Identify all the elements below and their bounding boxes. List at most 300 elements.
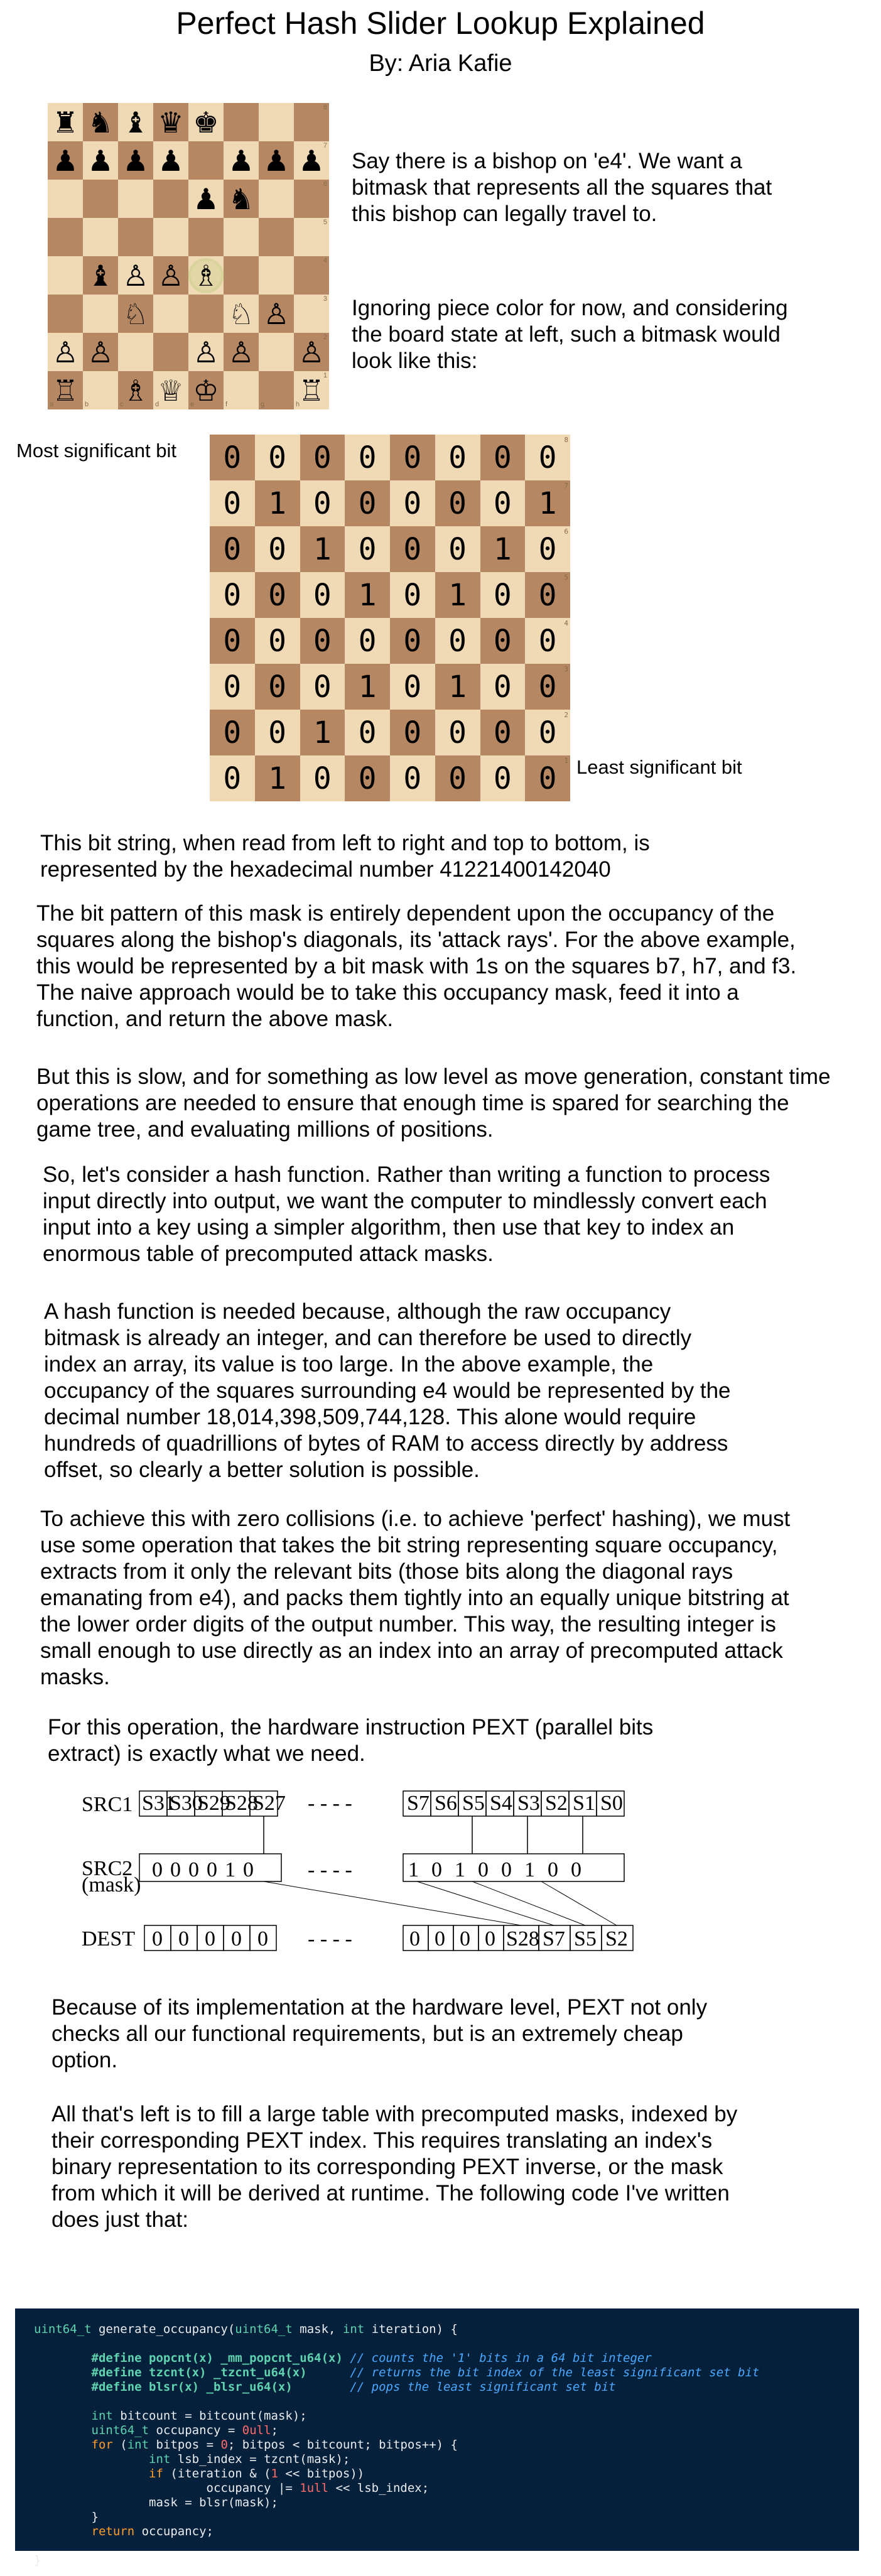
board-square bbox=[294, 256, 329, 295]
bit-value: 0 bbox=[223, 760, 242, 796]
bit-value: 0 bbox=[448, 715, 467, 750]
bit-cell bbox=[480, 710, 526, 755]
board-square bbox=[259, 333, 294, 371]
chess-piece: ♕ bbox=[158, 373, 184, 408]
bit-value: 1 bbox=[268, 760, 287, 796]
pext-dest-bit: 0 bbox=[178, 1927, 189, 1951]
bit-value: 0 bbox=[538, 623, 557, 659]
bit-value: 0 bbox=[268, 715, 287, 750]
code-block bbox=[15, 2308, 859, 2567]
bit-value: 0 bbox=[493, 760, 512, 796]
pext-src-bit: S28 bbox=[225, 1792, 258, 1815]
bit-cell bbox=[300, 572, 345, 618]
bit-cell bbox=[435, 618, 480, 664]
pext-diagram-svg bbox=[82, 1783, 710, 1966]
bit-value: 1 bbox=[538, 485, 557, 521]
bit-cell bbox=[210, 435, 255, 480]
bit-value: 0 bbox=[538, 760, 557, 796]
board-square bbox=[83, 141, 118, 180]
bit-cell bbox=[255, 572, 300, 618]
bit-cell bbox=[255, 526, 300, 572]
pext-src1-label: SRC1 bbox=[82, 1793, 133, 1816]
chess-piece: ♘ bbox=[122, 296, 149, 331]
bit-value: 0 bbox=[448, 485, 467, 521]
board-square bbox=[48, 218, 83, 256]
bit-cell bbox=[300, 480, 345, 526]
chess-piece: ♖ bbox=[298, 373, 325, 408]
pext-src-bit: S2 bbox=[545, 1792, 568, 1815]
pext-src-bit: S7 bbox=[407, 1792, 430, 1815]
bit-value: 0 bbox=[358, 623, 377, 659]
bit-cell bbox=[525, 572, 570, 618]
pext-src-bit: S29 bbox=[197, 1792, 230, 1815]
board-square bbox=[153, 180, 188, 218]
board-square bbox=[294, 333, 329, 371]
bit-cell bbox=[435, 664, 480, 710]
board-square bbox=[83, 218, 118, 256]
bit-cell bbox=[525, 435, 570, 480]
pext-dest-bit: S2 bbox=[605, 1927, 628, 1951]
bit-cell bbox=[525, 755, 570, 801]
chess-piece: ♗ bbox=[122, 373, 149, 408]
bit-value: 0 bbox=[268, 440, 287, 475]
bit-cell bbox=[300, 618, 345, 664]
rank-label: 6 bbox=[564, 528, 568, 536]
chess-piece: ♙ bbox=[158, 258, 184, 293]
bit-value: 0 bbox=[493, 669, 512, 705]
rank-label: 5 bbox=[564, 573, 568, 582]
chess-piece: ♙ bbox=[263, 296, 289, 331]
intro-paragraph-2: Ignoring piece color for now, and considering the board state at left, such a bitmask would look like this: bbox=[352, 296, 788, 373]
pext-src-bit: S31 bbox=[142, 1792, 175, 1815]
rank-label: 4 bbox=[564, 619, 568, 627]
board-square bbox=[118, 103, 153, 141]
board-square bbox=[83, 295, 118, 333]
board-square bbox=[48, 333, 83, 371]
rank-label: 3 bbox=[323, 295, 327, 303]
chess-piece: ♞ bbox=[87, 105, 114, 139]
bit-value: 0 bbox=[313, 760, 332, 796]
bit-cell bbox=[300, 755, 345, 801]
bit-value: 1 bbox=[313, 531, 332, 567]
bit-cell bbox=[435, 480, 480, 526]
board-square bbox=[224, 295, 259, 333]
board-square bbox=[83, 180, 118, 218]
table-paragraph: All that's left is to fill a large table with precomputed masks, indexed by their corresponding PEXT index. This requires translating an index's binary representation to its corresponding PEXT inverse, or the mask from which it will be derived at runtime. The following code I've written does just that: bbox=[51, 2102, 738, 2232]
bit-value: 0 bbox=[538, 669, 557, 705]
board-square bbox=[224, 333, 259, 371]
hash-needed-paragraph: A hash function is needed because, although the raw occupancy bitmask is already an integer, and can therefore be used to directly index an array, its value is too large. In the above example, the occupancy of the squares surrounding e4 would be represented by the decimal number 18,014,398,509,744,128. This alone would require hundreds of quadrillions of bytes of RAM to access directly by address offset, so clearly a better solution is possible. bbox=[44, 1299, 731, 1482]
bit-cell bbox=[210, 618, 255, 664]
bit-value: 0 bbox=[493, 440, 512, 475]
pext-intro-paragraph: For this operation, the hardware instruction PEXT (parallel bits extract) is exactly what we need. bbox=[48, 1715, 654, 1766]
board-square bbox=[188, 218, 224, 256]
board-square bbox=[118, 371, 153, 409]
pext-dest-bit: S5 bbox=[574, 1927, 597, 1951]
board-square bbox=[259, 295, 294, 333]
board-square bbox=[153, 371, 188, 409]
board-square bbox=[48, 371, 83, 409]
pext-src-bit: S5 bbox=[462, 1792, 485, 1815]
bit-cell bbox=[480, 435, 526, 480]
bit-cell bbox=[390, 755, 435, 801]
bit-cell bbox=[435, 572, 480, 618]
cheap-paragraph: Because of its implementation at the hardware level, PEXT not only checks all our functional requirements, but is an extremely cheap option. bbox=[51, 1995, 708, 2072]
bit-cell bbox=[300, 710, 345, 755]
intro-paragraph-1: Say there is a bishop on 'e4'. We want a bitmask that represents all the squares that this bishop can legally travel to. bbox=[352, 149, 772, 226]
chess-piece: ♞ bbox=[228, 181, 254, 216]
bit-value: 0 bbox=[493, 623, 512, 659]
bit-value: 0 bbox=[448, 623, 467, 659]
bit-value: 1 bbox=[358, 669, 377, 705]
rank-label: 8 bbox=[323, 104, 327, 111]
board-square bbox=[118, 141, 153, 180]
perfect-hashing-paragraph: To achieve this with zero collisions (i.e. to achieve 'perfect' hashing), we must use some operation that takes the bit string representing square occupancy, extracts from it only the relevant bits (those bits along the diagonal rays emanating from e4), and packs them tightly into an equally unique bitstring at the lower order digits of the output number. This way, the resulting integer is small enough to use directly as an index into an array of precomputed attack masks. bbox=[40, 1507, 791, 1689]
board-square bbox=[188, 295, 224, 333]
chess-piece: ♙ bbox=[298, 335, 325, 369]
slow-paragraph: But this is slow, and for something as low level as move generation, constant time operations are needed to ensure that enough time is spared for searching the game tree, and evaluating millions of positions. bbox=[36, 1064, 831, 1142]
bit-value: 0 bbox=[223, 577, 242, 613]
bit-cell bbox=[255, 710, 300, 755]
pext-dest-bit: S7 bbox=[543, 1927, 565, 1951]
pext-src-bit: S0 bbox=[600, 1792, 623, 1815]
bit-value: 0 bbox=[538, 577, 557, 613]
rank-label: 6 bbox=[323, 180, 327, 188]
hex-paragraph: This bit string, when read from left to right and top to bottom, is represented by the hexadecimal number 41221400142040 bbox=[40, 831, 650, 882]
board-square bbox=[118, 333, 153, 371]
chess-piece: ♟ bbox=[193, 181, 219, 216]
page-title: Perfect Hash Slider Lookup Explained bbox=[176, 6, 705, 41]
file-label: b bbox=[85, 401, 89, 408]
bit-value: 0 bbox=[538, 531, 557, 567]
board-square bbox=[224, 141, 259, 180]
bit-value: 1 bbox=[448, 669, 467, 705]
bit-cell bbox=[525, 618, 570, 664]
bit-cell bbox=[480, 526, 526, 572]
pext-src-bit: S3 bbox=[517, 1792, 540, 1815]
rank-label: 7 bbox=[323, 142, 327, 149]
chess-piece: ♔ bbox=[193, 373, 219, 408]
bit-value: 0 bbox=[223, 440, 242, 475]
board-square bbox=[48, 180, 83, 218]
board-square bbox=[224, 256, 259, 295]
bit-value: 0 bbox=[403, 440, 422, 475]
chess-piece: ♟ bbox=[298, 143, 325, 178]
board-square bbox=[294, 180, 329, 218]
bit-value: 1 bbox=[493, 531, 512, 567]
chess-board bbox=[48, 103, 329, 409]
board-square bbox=[188, 180, 224, 218]
bit-value: 0 bbox=[403, 577, 422, 613]
author-byline: By: Aria Kafie bbox=[369, 50, 512, 77]
bit-value: 0 bbox=[358, 531, 377, 567]
chess-piece: ♚ bbox=[193, 105, 219, 139]
file-label: e bbox=[190, 401, 195, 408]
pext-dest-bit: 0 bbox=[435, 1927, 445, 1951]
board-square bbox=[83, 256, 118, 295]
bit-value: 0 bbox=[358, 440, 377, 475]
bit-cell bbox=[390, 526, 435, 572]
board-square bbox=[188, 141, 224, 180]
board-square bbox=[188, 256, 224, 295]
board-square bbox=[259, 371, 294, 409]
board-square bbox=[224, 103, 259, 141]
bit-value: 0 bbox=[313, 485, 332, 521]
bit-value: 0 bbox=[313, 440, 332, 475]
board-square bbox=[48, 256, 83, 295]
board-square bbox=[259, 103, 294, 141]
chess-piece: ♙ bbox=[52, 335, 78, 369]
bit-value: 0 bbox=[313, 669, 332, 705]
rank-label: 2 bbox=[564, 711, 568, 719]
board-square bbox=[294, 295, 329, 333]
bit-cell bbox=[345, 755, 390, 801]
bit-cell bbox=[345, 526, 390, 572]
bit-value: 0 bbox=[223, 715, 242, 750]
pext-src-bit: S30 bbox=[170, 1792, 203, 1815]
rank-label: 8 bbox=[564, 436, 568, 444]
board-square bbox=[188, 103, 224, 141]
bit-value: 0 bbox=[403, 623, 422, 659]
bit-cell bbox=[480, 480, 526, 526]
rank-label: 1 bbox=[323, 372, 327, 379]
chess-piece: ♟ bbox=[122, 143, 149, 178]
chess-piece: ♗ bbox=[193, 258, 219, 293]
bit-cell bbox=[480, 618, 526, 664]
code-listing: uint64_t generate_occupancy(uint64_t mask, int iteration) { #define popcnt(x) _mm_popcnt_u64(x) // counts the '1' bits in a 64 bit integer #define tzcnt(x) _tzcnt_u64(x) // returns the bit index of the least significant set bit #define blsr(x) _blsr_u64(x) // pops the least significant set bit int bitcount = bitcount(mask); uint64_t occupancy = 0ull; for (int bitpos = 0; bitpos < bitcount; bitpos++) { int lsb_index = tzcnt(mask); if (iteration & (1 << bitpos)) occupancy |= 1ull << lsb_index; mask = blsr(mask); } return occupancy; } bbox=[34, 2322, 760, 2567]
pext-dest-bit: 0 bbox=[231, 1927, 242, 1951]
chess-piece: ♟ bbox=[87, 143, 114, 178]
pext-src-bit: S6 bbox=[435, 1792, 457, 1815]
board-square bbox=[224, 180, 259, 218]
board-square bbox=[294, 371, 329, 409]
bit-value: 0 bbox=[268, 623, 287, 659]
board-square bbox=[118, 295, 153, 333]
bit-cell bbox=[390, 710, 435, 755]
bit-value: 0 bbox=[403, 669, 422, 705]
bit-cell bbox=[255, 435, 300, 480]
board-square bbox=[294, 103, 329, 141]
bit-value: 0 bbox=[403, 760, 422, 796]
chess-piece: ♙ bbox=[193, 335, 219, 369]
board-square bbox=[153, 333, 188, 371]
bit-value: 0 bbox=[223, 485, 242, 521]
bit-cell bbox=[345, 618, 390, 664]
bit-cell bbox=[210, 572, 255, 618]
pattern-paragraph: The bit pattern of this mask is entirely dependent upon the occupancy of the squares along the bishop's diagonals, its 'attack rays'. For the above example, this would be represented by a bit mask with 1s on the squares b7, h7, and f3. The naive approach would be to take this occupancy mask, feed it into a function, and return the above mask. bbox=[36, 901, 797, 1031]
bit-cell bbox=[300, 435, 345, 480]
file-label: a bbox=[50, 401, 54, 408]
bitmask-board bbox=[210, 435, 570, 801]
board-square bbox=[118, 180, 153, 218]
board-square bbox=[118, 256, 153, 295]
board-square bbox=[259, 180, 294, 218]
bit-value: 0 bbox=[493, 485, 512, 521]
bit-cell bbox=[525, 480, 570, 526]
chess-piece: ♘ bbox=[228, 296, 254, 331]
rank-label: 1 bbox=[564, 757, 568, 765]
board-square bbox=[48, 141, 83, 180]
rank-label: 7 bbox=[564, 482, 568, 490]
bit-cell bbox=[255, 618, 300, 664]
chess-piece: ♙ bbox=[228, 335, 254, 369]
bit-value: 0 bbox=[538, 440, 557, 475]
bit-cell bbox=[480, 572, 526, 618]
bit-cell bbox=[255, 664, 300, 710]
bit-cell bbox=[480, 755, 526, 801]
bit-cell bbox=[525, 526, 570, 572]
pext-mask-sublabel: (mask) bbox=[82, 1873, 141, 1897]
file-label: d bbox=[155, 401, 159, 408]
lsb-label: Least significant bit bbox=[576, 756, 742, 778]
rank-label: 3 bbox=[564, 665, 568, 673]
bit-cell bbox=[345, 572, 390, 618]
file-label: g bbox=[261, 401, 265, 408]
bit-value: 0 bbox=[223, 623, 242, 659]
bit-cell bbox=[345, 480, 390, 526]
bit-value: 0 bbox=[358, 485, 377, 521]
bit-cell bbox=[390, 664, 435, 710]
bit-cell bbox=[480, 664, 526, 710]
file-label: h bbox=[296, 401, 300, 408]
bit-cell bbox=[435, 710, 480, 755]
rank-label: 2 bbox=[323, 333, 327, 341]
board-square bbox=[83, 333, 118, 371]
pext-dest-bit: S28 bbox=[506, 1927, 539, 1951]
bit-cell bbox=[390, 618, 435, 664]
bit-cell bbox=[300, 664, 345, 710]
bit-value: 0 bbox=[223, 531, 242, 567]
pext-dashes: - - - - bbox=[308, 1927, 352, 1951]
bit-value: 0 bbox=[493, 577, 512, 613]
board-square bbox=[153, 103, 188, 141]
pext-src-bit: S1 bbox=[573, 1792, 595, 1815]
bit-value: 0 bbox=[223, 669, 242, 705]
chess-piece: ♜ bbox=[52, 105, 78, 139]
board-square bbox=[294, 218, 329, 256]
board-square bbox=[48, 103, 83, 141]
pext-dashes: - - - - bbox=[308, 1858, 352, 1881]
hash-function-paragraph: So, let's consider a hash function. Rather than writing a function to process input directly into output, we want the computer to mindlessly convert each input into a key using a simpler algorithm, then use that key to index an enormous table of precomputed attack masks. bbox=[43, 1162, 770, 1266]
rank-label: 5 bbox=[323, 219, 327, 226]
bit-cell bbox=[255, 480, 300, 526]
bit-cell bbox=[255, 755, 300, 801]
board-square bbox=[48, 295, 83, 333]
board-square bbox=[188, 333, 224, 371]
bit-cell bbox=[210, 664, 255, 710]
bit-value: 0 bbox=[313, 623, 332, 659]
bit-cell bbox=[390, 480, 435, 526]
bit-value: 0 bbox=[358, 715, 377, 750]
board-square bbox=[259, 256, 294, 295]
pext-dest-label: DEST bbox=[82, 1927, 135, 1951]
pext-mask-high: 000010 bbox=[152, 1858, 261, 1881]
bit-value: 0 bbox=[448, 760, 467, 796]
board-square bbox=[153, 141, 188, 180]
bit-cell bbox=[345, 710, 390, 755]
chess-piece: ♟ bbox=[228, 143, 254, 178]
bit-cell bbox=[210, 526, 255, 572]
pext-dashes: - - - - bbox=[308, 1792, 352, 1815]
chess-piece: ♝ bbox=[87, 258, 114, 293]
msb-label: Most significant bit bbox=[16, 440, 176, 462]
file-label: f bbox=[225, 401, 228, 408]
board-square bbox=[294, 141, 329, 180]
bit-value: 1 bbox=[313, 715, 332, 750]
pext-src-bit: S27 bbox=[252, 1792, 286, 1815]
bit-cell bbox=[525, 664, 570, 710]
pext-diagram bbox=[82, 1783, 710, 1969]
bit-value: 0 bbox=[268, 669, 287, 705]
bit-value: 0 bbox=[538, 715, 557, 750]
bit-value: 0 bbox=[268, 577, 287, 613]
pext-dest-bit: 0 bbox=[460, 1927, 470, 1951]
bit-cell bbox=[210, 710, 255, 755]
chess-piece: ♝ bbox=[122, 105, 149, 139]
file-label: c bbox=[120, 401, 124, 408]
bit-cell bbox=[345, 664, 390, 710]
pext-dest-bit: 0 bbox=[205, 1927, 215, 1951]
board-square bbox=[188, 371, 224, 409]
bit-value: 0 bbox=[448, 440, 467, 475]
chess-piece: ♟ bbox=[263, 143, 289, 178]
bit-value: 0 bbox=[493, 715, 512, 750]
bit-value: 1 bbox=[448, 577, 467, 613]
chess-piece: ♙ bbox=[87, 335, 114, 369]
bit-cell bbox=[210, 480, 255, 526]
bit-cell bbox=[345, 435, 390, 480]
rank-label: 4 bbox=[323, 257, 327, 264]
board-square bbox=[224, 371, 259, 409]
bit-value: 0 bbox=[448, 531, 467, 567]
board-square bbox=[259, 141, 294, 180]
bit-cell bbox=[435, 435, 480, 480]
pext-src-bit: S4 bbox=[490, 1792, 512, 1815]
bit-cell bbox=[210, 755, 255, 801]
board-square bbox=[259, 218, 294, 256]
bit-cell bbox=[525, 710, 570, 755]
bit-value: 0 bbox=[403, 531, 422, 567]
bit-value: 0 bbox=[313, 577, 332, 613]
board-square bbox=[83, 103, 118, 141]
bit-cell bbox=[390, 572, 435, 618]
pext-dest-bit: 0 bbox=[409, 1927, 420, 1951]
board-square bbox=[153, 218, 188, 256]
bit-value: 0 bbox=[268, 531, 287, 567]
chess-piece: ♛ bbox=[158, 105, 184, 139]
pext-dest-bit: 0 bbox=[152, 1927, 163, 1951]
bit-cell bbox=[435, 526, 480, 572]
chess-piece: ♖ bbox=[52, 373, 78, 408]
pext-dest-bit: 0 bbox=[485, 1927, 495, 1951]
board-square bbox=[153, 256, 188, 295]
board-square bbox=[118, 218, 153, 256]
bit-value: 1 bbox=[268, 485, 287, 521]
bit-cell bbox=[300, 526, 345, 572]
pext-mask-low: 10100100 bbox=[408, 1858, 594, 1881]
pext-src2-label: SRC2 bbox=[82, 1857, 133, 1880]
board-square bbox=[224, 218, 259, 256]
bit-value: 1 bbox=[358, 577, 377, 613]
bit-cell bbox=[435, 755, 480, 801]
board-square bbox=[83, 371, 118, 409]
pext-dest-bit: 0 bbox=[257, 1927, 268, 1951]
bit-value: 0 bbox=[358, 760, 377, 796]
chess-piece: ♟ bbox=[52, 143, 78, 178]
bit-value: 0 bbox=[403, 485, 422, 521]
chess-piece: ♟ bbox=[158, 143, 184, 178]
bit-value: 0 bbox=[403, 715, 422, 750]
